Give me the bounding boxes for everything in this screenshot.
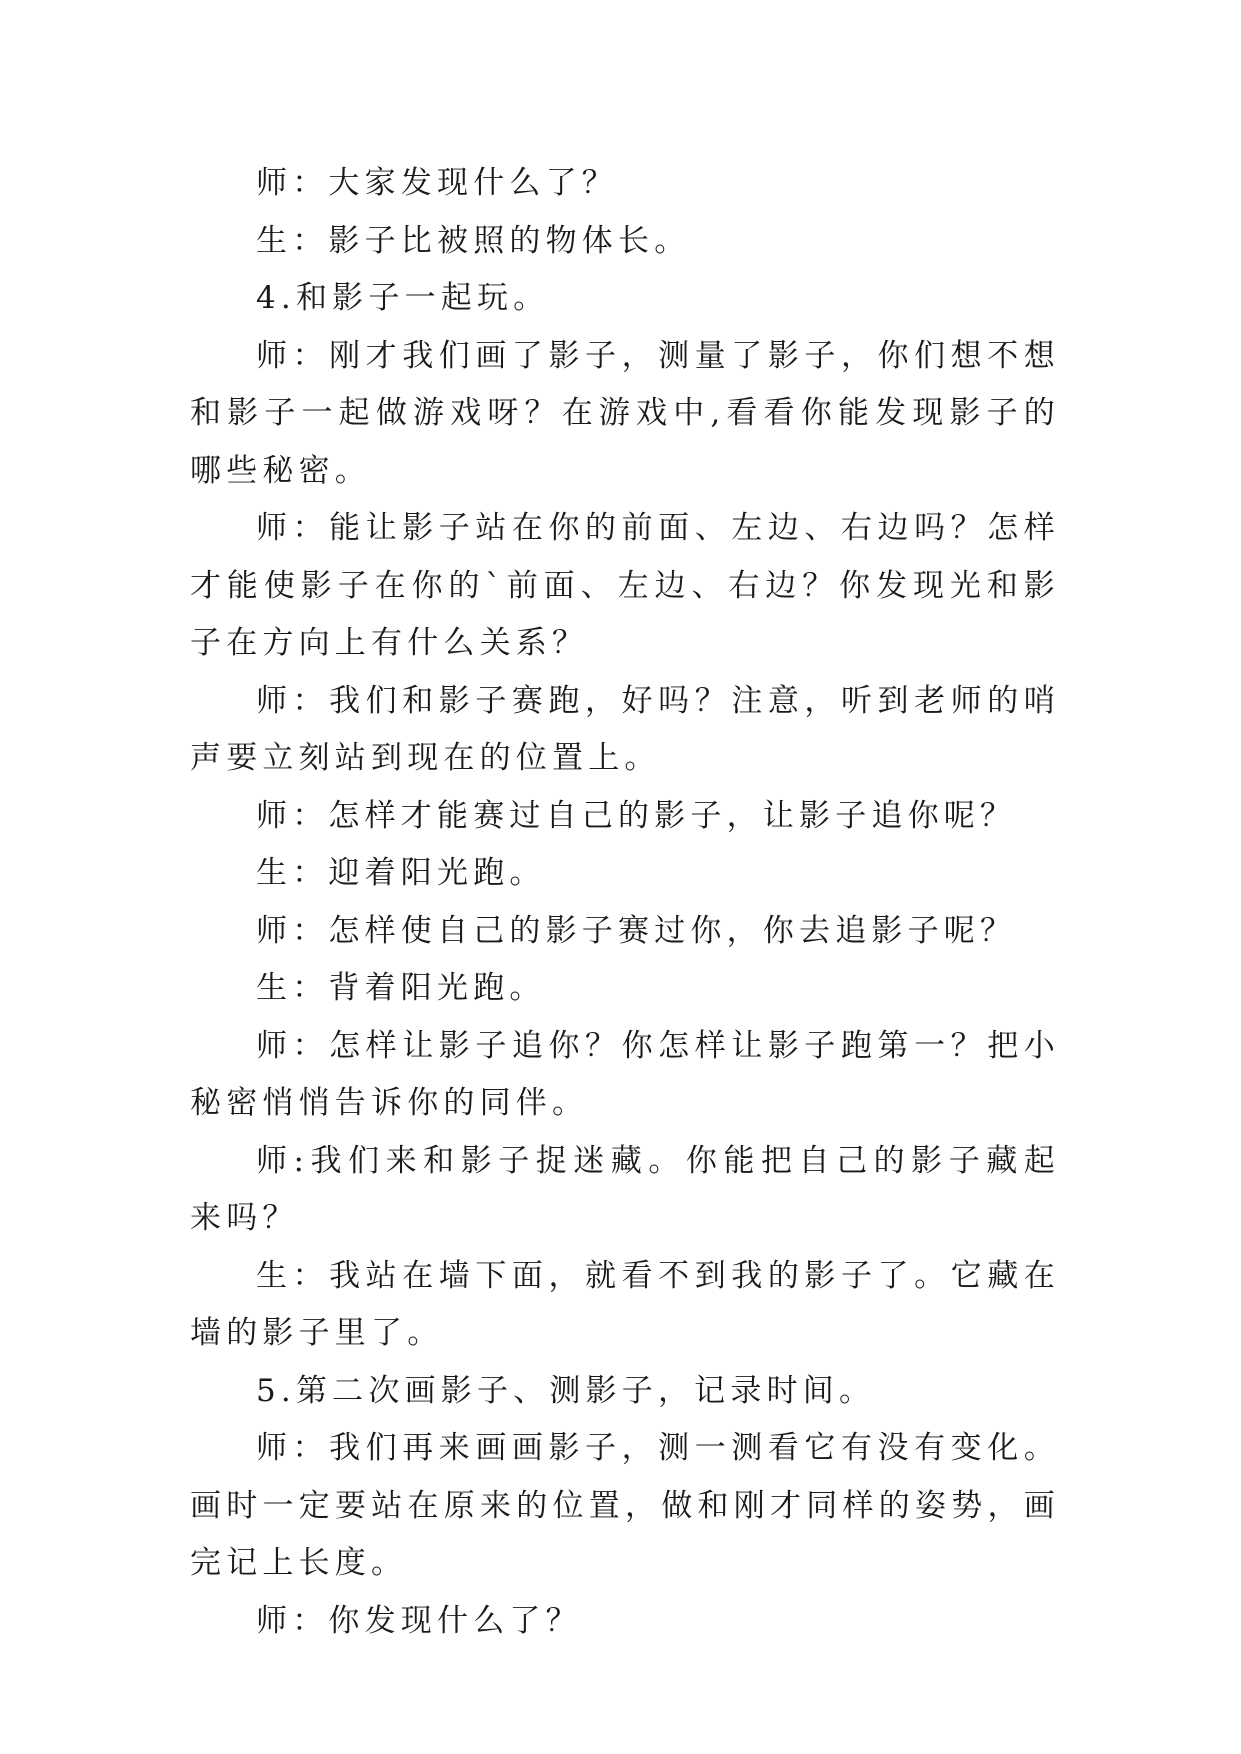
paragraph: 师：我们再来画画影子，测一测看它有没有变化。画时一定要站在原来的位置，做和刚才同样的姿势，画完记上长度。 [190,1430,1060,1581]
paragraph: 师:我们来和影子捉迷藏。你能把自己的影子藏起来吗？ [190,1142,1060,1236]
paragraph: 师：大家发现什么了？ [256,165,618,201]
paragraph: 生：迎着阳光跑。 [256,855,546,891]
paragraph: 师：怎样才能赛过自己的影子，让影子追你呢？ [256,797,1017,834]
paragraph: 师：能让影子站在你的前面、左边、右边吗？怎样才能使影子在你的`前面、左边、右边？你发现光和影子在方向上有什么关系？ [190,510,1060,661]
paragraph: 生：我站在墙下面，就看不到我的影子了。它藏在墙的影子里了。 [190,1257,1060,1351]
paragraph: 5.第二次画影子、测影子，记录时间。 [256,1372,876,1409]
paragraph: 师：怎样使自己的影子赛过你，你去追影子呢？ [256,912,1017,949]
paragraph: 生：影子比被照的物体长。 [256,222,691,259]
paragraph: 生：背着阳光跑。 [256,970,546,1006]
paragraph: 师：怎样让影子追你？你怎样让影子跑第一？把小秘密悄悄告诉你的同伴。 [190,1027,1060,1121]
document-page [190,155,1060,1650]
paragraph: 4.和影子一起玩。 [256,280,550,316]
paragraph: 师：我们和影子赛跑，好吗？注意，听到老师的哨声要立刻站到现在的位置上。 [190,682,1060,776]
paragraph: 师：刚才我们画了影子，测量了影子，你们想不想和影子一起做游戏呀？在游戏中,看看你能发现影子的哪些秘密。 [190,337,1060,489]
paragraph: 师：你发现什么了？ [256,1602,582,1639]
